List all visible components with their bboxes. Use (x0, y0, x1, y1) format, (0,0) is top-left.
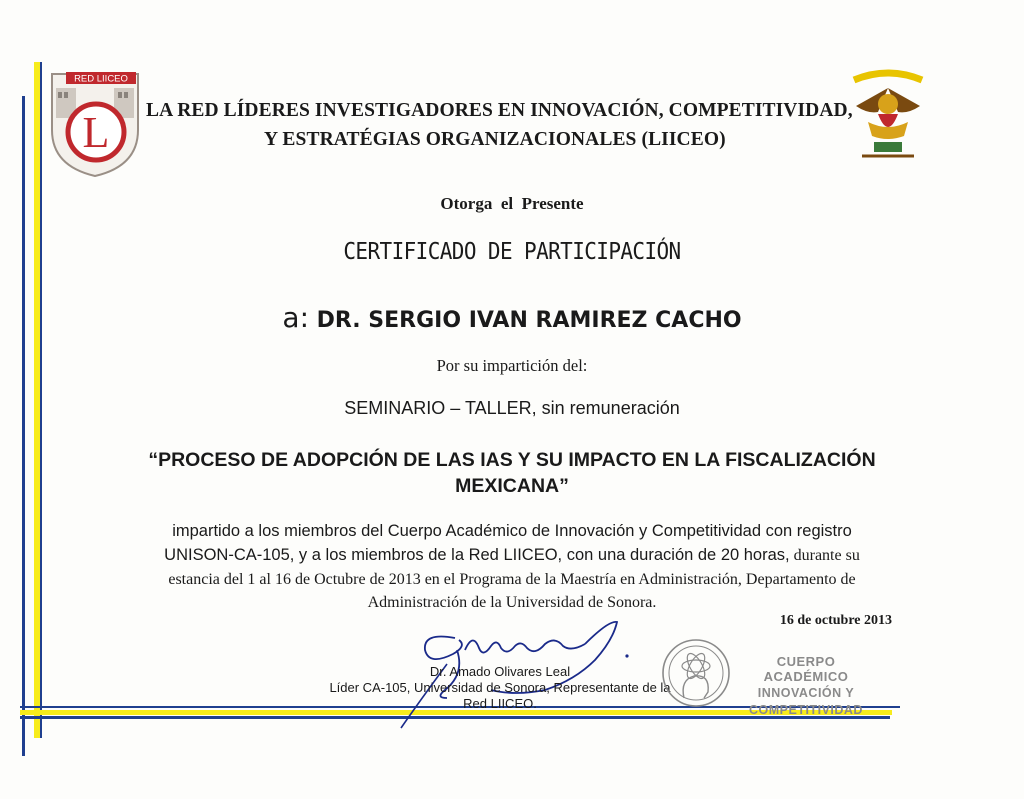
description-line-2-serif: durante su (789, 547, 860, 564)
description-line-2 (0, 546, 1024, 565)
header-line-1: LA RED LÍDERES INVESTIGADORES EN INNOVACIÓN, COMPETITIVIDAD, (146, 100, 853, 121)
stamp-line-2: INNOVACIÓN Y (757, 686, 855, 700)
event-title-line-2: MEXICANA” (455, 475, 569, 497)
description-line-1: impartido a los miembros del Cuerpo Académico de Innovación y Competitividad con registro (172, 522, 852, 540)
stamp-text-block (736, 654, 876, 717)
signatory-role: Líder CA-105, Universidad de Sonora, Representante de la (329, 680, 671, 695)
signatory-name: Dr. Amado Olivares Leal (429, 664, 571, 679)
signatory-role-2: Red LIICEO. (463, 696, 537, 711)
recipient-line (0, 301, 1024, 334)
red-liiceo-logo (44, 70, 144, 178)
certificate-title: CERTIFICADO DE PARTICIPACIÓN (343, 237, 681, 265)
reason-line: Por su impartición del: (436, 356, 588, 375)
grant-line: Otorga el Presente (440, 194, 584, 213)
stamp-line-1: CUERPO ACADÉMICO (763, 654, 849, 684)
event-title-line-1: “PROCESO DE ADOPCIÓN DE LAS IAS Y SU IMPACTO EN LA FISCALIZACIÓN (148, 449, 876, 471)
recipient-name: DR. SERGIO IVAN RAMIREZ CACHO (316, 308, 742, 333)
description-line-2-sans: UNISON-CA-105, y a los miembros de la Red LIICEO, con una duración de 20 horas, (164, 546, 790, 564)
event-type: SEMINARIO – TALLER, sin remuneración (344, 398, 680, 418)
academic-body-seal (660, 636, 732, 710)
logo-banner-text: RED LIICEO (74, 73, 128, 85)
header-line-2: Y ESTRATÉGIAS ORGANIZACIONALES (LIICEO) (264, 129, 726, 150)
description-line-4: Administración de la Universidad de Sonora. (367, 594, 657, 611)
logo-letter: L (82, 108, 110, 157)
eagle-emblem-logo (848, 66, 928, 164)
stamp-line-3: COMPETITIVIDAD (749, 703, 863, 717)
issue-date: 16 de octubre 2013 (779, 613, 892, 628)
recipient-prefix: a: (282, 301, 309, 334)
description-line-3: estancia del 1 al 16 de Octubre de 2013 en el Programa de la Maestría en Administración, Departamento de (168, 571, 856, 588)
